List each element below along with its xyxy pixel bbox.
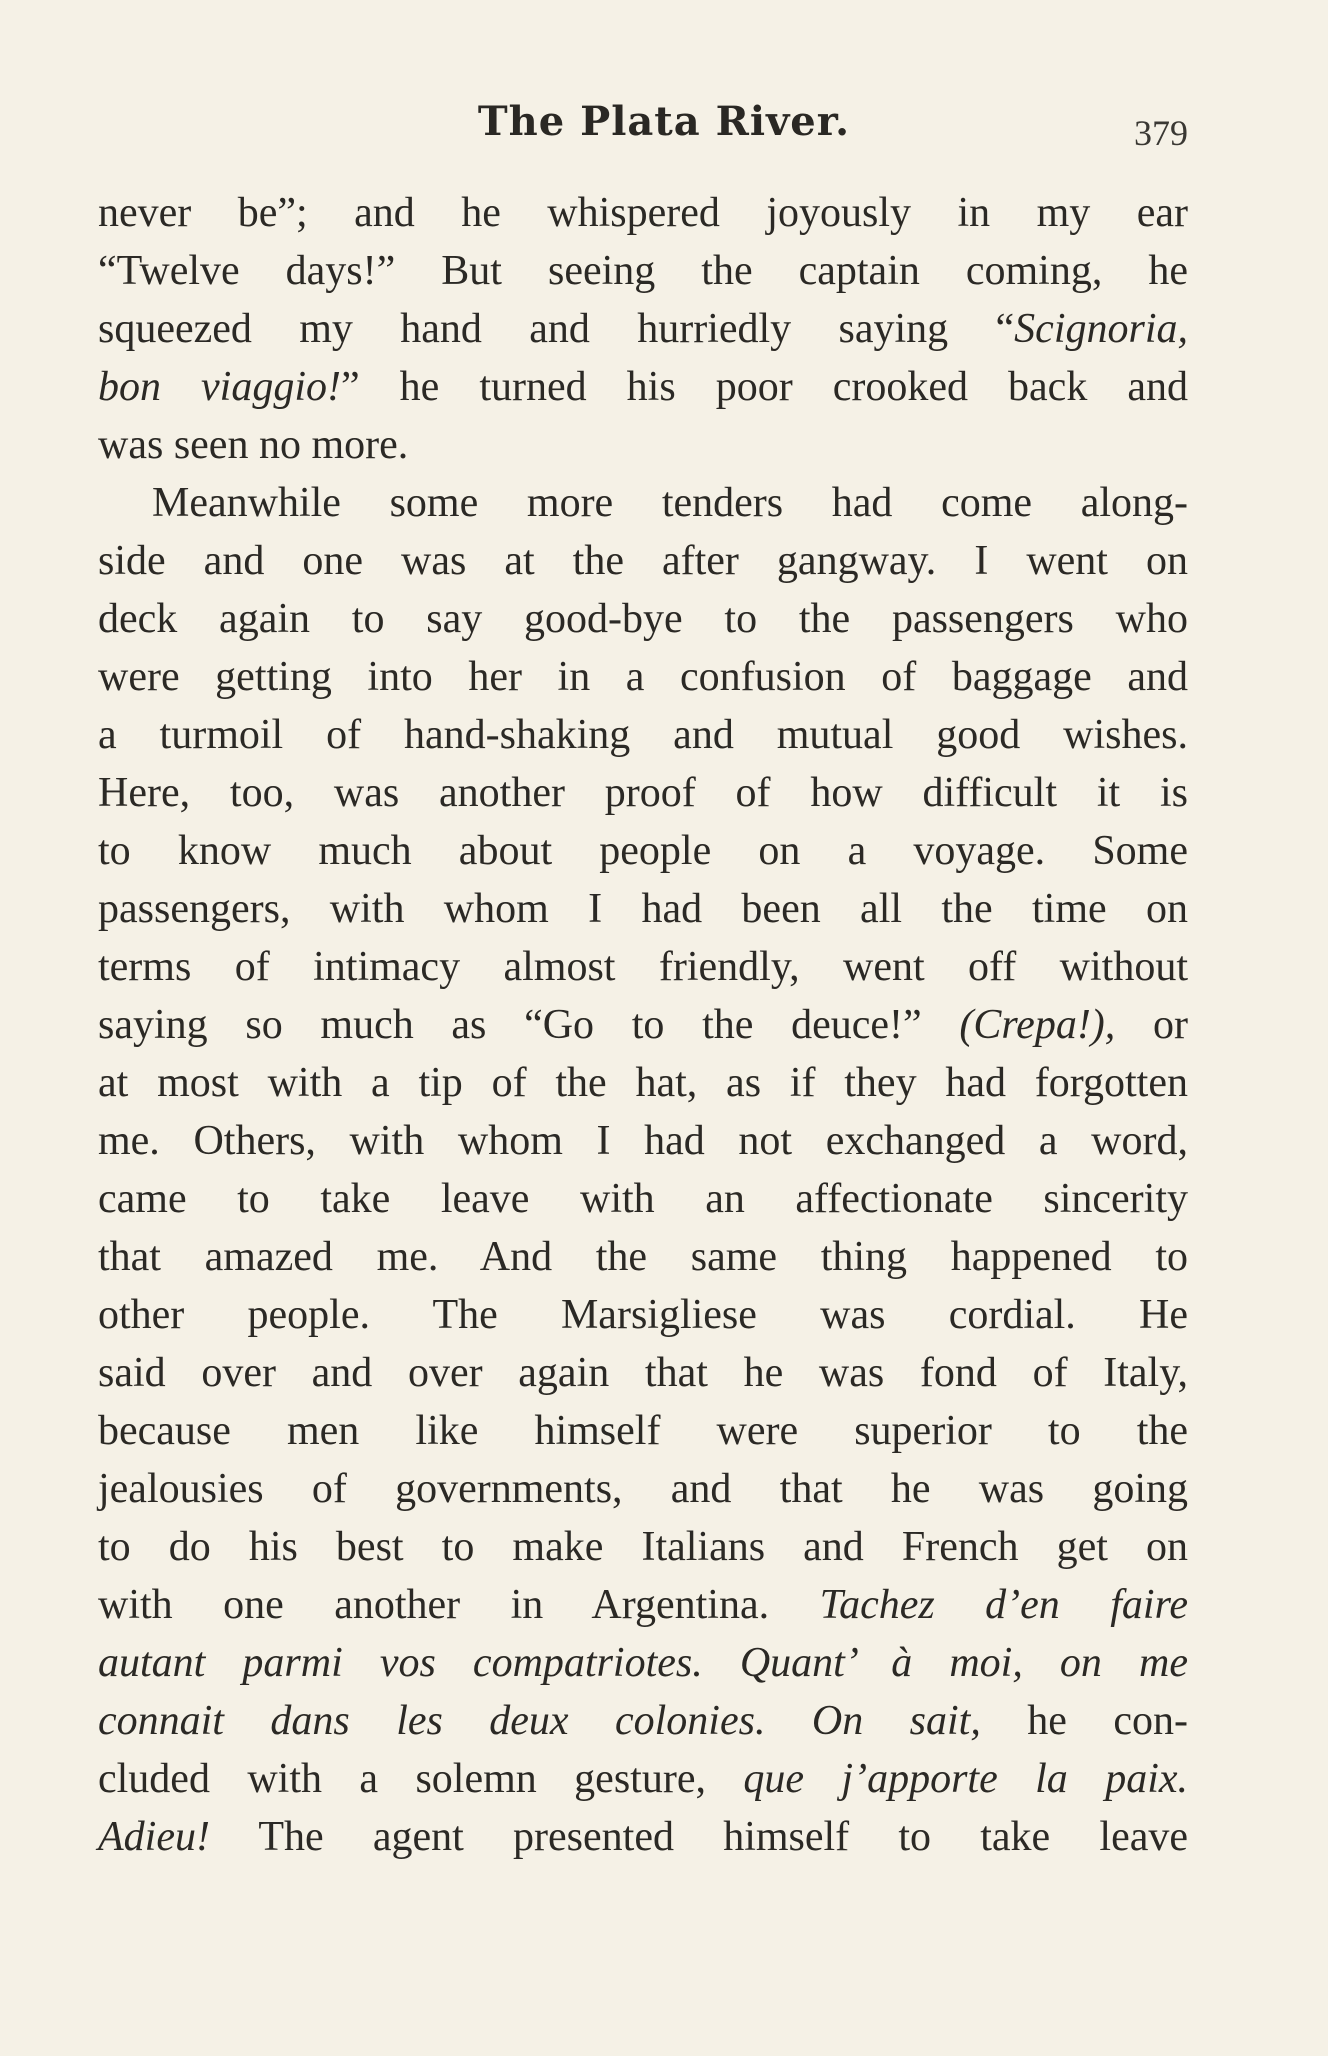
text-run: that amazed me. And the same thing happened to (98, 1234, 1188, 1280)
italic-run: Tachez d’en faire (819, 1582, 1188, 1628)
text-line (98, 416, 1188, 474)
text-run: cluded with a solemn gesture, (98, 1756, 744, 1802)
text-line (98, 1344, 1188, 1402)
text-run: at most with a tip of the hat, as if they had forgotten (98, 1060, 1188, 1106)
italic-run: Adieu! (98, 1814, 210, 1860)
text-run: Here, too, was another proof of how difficult it is (98, 770, 1188, 816)
text-run: jealousies of governments, and that he was going (98, 1466, 1188, 1512)
text-line (98, 1112, 1188, 1170)
text-line (98, 764, 1188, 822)
text-run: saying so much as “Go to the deuce!” (98, 1002, 960, 1048)
italic-run: (Crepa!), (959, 1002, 1116, 1048)
text-run: Meanwhile some more tenders had come along- (152, 480, 1188, 526)
text-run: with one another in Argentina. (98, 1582, 820, 1628)
text-line (98, 1228, 1188, 1286)
text-line (98, 1518, 1188, 1576)
text-run: me. Others, with whom I had not exchanged a word, (98, 1118, 1188, 1164)
text-run: squeezed my hand and hurriedly saying “ (98, 306, 1015, 352)
italic-run: que j’apporte la paix. (743, 1756, 1189, 1802)
text-line (98, 1692, 1188, 1750)
text-line (98, 474, 1188, 532)
text-line (98, 242, 1188, 300)
text-line (98, 880, 1188, 938)
text-run: because men like himself were superior to the (98, 1408, 1188, 1454)
text-line (98, 648, 1188, 706)
text-run: deck again to say good-bye to the passengers who (98, 596, 1188, 642)
text-run: a turmoil of hand-shaking and mutual good wishes. (98, 712, 1188, 758)
italic-run: bon viaggio! (98, 364, 341, 410)
text-run: never be”; and he whispered joyously in my ear (98, 190, 1188, 236)
text-line (98, 996, 1188, 1054)
text-run: The agent presented himself to take leave (209, 1814, 1188, 1860)
text-line (98, 184, 1188, 242)
italic-run: autant parmi vos compatriotes. Quant’ à moi, on me (98, 1640, 1188, 1686)
text-run: was seen no more. (98, 422, 409, 468)
text-line (98, 1634, 1188, 1692)
text-run: passengers, with whom I had been all the time on (98, 886, 1188, 932)
text-line (98, 938, 1188, 996)
italic-run: connait dans les deux colonies. On sait, (98, 1698, 981, 1744)
running-title: The Plata River. (477, 98, 851, 145)
text-run: or (1115, 1002, 1188, 1048)
text-run: terms of intimacy almost friendly, went off without (98, 944, 1188, 990)
text-run: to do his best to make Italians and French get on (98, 1524, 1188, 1570)
text-run: other people. The Marsigliese was cordial. He (98, 1292, 1188, 1338)
text-line (98, 1054, 1188, 1112)
text-run: he con- (980, 1698, 1188, 1744)
text-run: side and one was at the after gangway. I went on (98, 538, 1188, 584)
text-line (98, 358, 1188, 416)
italic-run: Scignoria, (1014, 306, 1188, 352)
text-run: ” he turned his poor crooked back and (341, 364, 1188, 410)
text-line (98, 1402, 1188, 1460)
text-line (98, 1460, 1188, 1518)
text-run: “Twelve days!” But seeing the captain coming, he (98, 248, 1188, 294)
text-line (98, 300, 1188, 358)
text-line (98, 532, 1188, 590)
text-line (98, 706, 1188, 764)
text-line (98, 1286, 1188, 1344)
body-text (98, 184, 1188, 1866)
running-head (0, 98, 1328, 158)
text-line (98, 1576, 1188, 1634)
text-line (98, 822, 1188, 880)
text-run: came to take leave with an affectionate sincerity (98, 1176, 1188, 1222)
text-line (98, 590, 1188, 648)
page-number: 379 (1134, 113, 1188, 153)
text-run: to know much about people on a voyage. Some (98, 828, 1188, 874)
text-run: said over and over again that he was fond of Italy, (98, 1350, 1188, 1396)
text-line (98, 1750, 1188, 1808)
text-line (98, 1808, 1188, 1866)
text-line (98, 1170, 1188, 1228)
text-run: were getting into her in a confusion of baggage and (98, 654, 1188, 700)
